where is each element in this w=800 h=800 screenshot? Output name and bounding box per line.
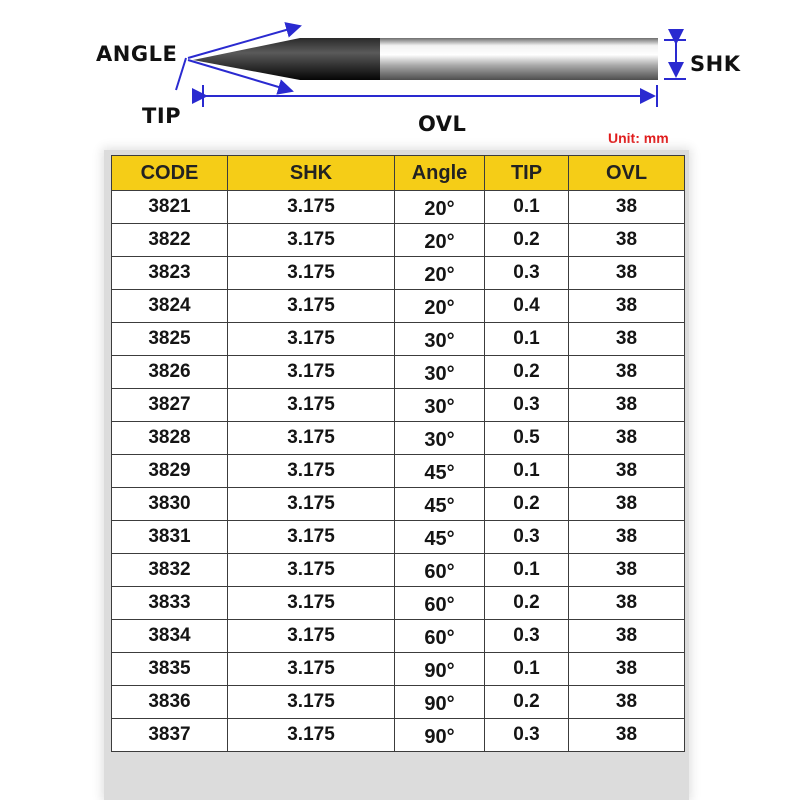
table-row <box>111 224 685 257</box>
cell-shk: 3.175 <box>228 719 395 752</box>
cell-shk: 3.175 <box>228 653 395 686</box>
cell-ovl: 38 <box>569 488 685 521</box>
cell-code: 3831 <box>111 521 228 554</box>
cell-tip: 0.1 <box>485 191 569 224</box>
cell-code: 3826 <box>111 356 228 389</box>
cell-ovl: 38 <box>569 521 685 554</box>
cell-tip: 0.2 <box>485 488 569 521</box>
cell-ovl: 38 <box>569 290 685 323</box>
cell-shk: 3.175 <box>228 686 395 719</box>
cell-tip: 0.2 <box>485 587 569 620</box>
cell-ovl: 38 <box>569 686 685 719</box>
cell-code: 3834 <box>111 620 228 653</box>
cell-code: 3828 <box>111 422 228 455</box>
tip-leader-line <box>176 58 186 90</box>
cell-shk: 3.175 <box>228 488 395 521</box>
cell-ovl: 38 <box>569 323 685 356</box>
table-row <box>111 554 685 587</box>
table-row <box>111 587 685 620</box>
cell-shk: 3.175 <box>228 455 395 488</box>
cell-angle: 60° <box>395 554 485 587</box>
cell-shk: 3.175 <box>228 257 395 290</box>
table-row <box>111 389 685 422</box>
cell-shk: 3.175 <box>228 290 395 323</box>
cell-code: 3837 <box>111 719 228 752</box>
table-row <box>111 323 685 356</box>
cell-ovl: 38 <box>569 620 685 653</box>
cell-shk: 3.175 <box>228 323 395 356</box>
table-row <box>111 686 685 719</box>
cell-ovl: 38 <box>569 554 685 587</box>
cell-code: 3822 <box>111 224 228 257</box>
cell-ovl: 38 <box>569 422 685 455</box>
table-row <box>111 521 685 554</box>
cell-angle: 60° <box>395 620 485 653</box>
cell-angle: 20° <box>395 224 485 257</box>
header-ovl: OVL <box>569 155 685 191</box>
cell-tip: 0.3 <box>485 257 569 290</box>
cell-tip: 0.3 <box>485 620 569 653</box>
cell-ovl: 38 <box>569 389 685 422</box>
table-row <box>111 653 685 686</box>
cell-ovl: 38 <box>569 653 685 686</box>
angle-label: ANGLE <box>96 42 178 66</box>
cell-tip: 0.1 <box>485 455 569 488</box>
cell-code: 3824 <box>111 290 228 323</box>
tip-label: TIP <box>142 104 182 128</box>
header-angle: Angle <box>395 155 485 191</box>
header-tip: TIP <box>485 155 569 191</box>
cell-code: 3829 <box>111 455 228 488</box>
cell-ovl: 38 <box>569 719 685 752</box>
cell-angle: 30° <box>395 389 485 422</box>
cell-shk: 3.175 <box>228 422 395 455</box>
cell-shk: 3.175 <box>228 521 395 554</box>
cell-angle: 20° <box>395 191 485 224</box>
cell-code: 3832 <box>111 554 228 587</box>
cell-angle: 45° <box>395 521 485 554</box>
table-body <box>111 191 685 752</box>
cell-tip: 0.3 <box>485 389 569 422</box>
table-row <box>111 422 685 455</box>
header-shk: SHK <box>228 155 395 191</box>
unit-note: Unit: mm <box>608 130 669 146</box>
table-row <box>111 719 685 752</box>
cell-tip: 0.1 <box>485 653 569 686</box>
header-code: CODE <box>111 155 228 191</box>
tool-diagram <box>0 0 800 145</box>
cell-angle: 30° <box>395 323 485 356</box>
cell-angle: 90° <box>395 719 485 752</box>
cell-angle: 20° <box>395 290 485 323</box>
cell-ovl: 38 <box>569 356 685 389</box>
cell-ovl: 38 <box>569 587 685 620</box>
table-row <box>111 257 685 290</box>
engraving-bit-drawing <box>0 0 800 145</box>
cell-code: 3830 <box>111 488 228 521</box>
cell-angle: 30° <box>395 422 485 455</box>
cell-tip: 0.4 <box>485 290 569 323</box>
cell-ovl: 38 <box>569 455 685 488</box>
cell-shk: 3.175 <box>228 191 395 224</box>
cell-angle: 45° <box>395 488 485 521</box>
cell-shk: 3.175 <box>228 587 395 620</box>
cell-shk: 3.175 <box>228 224 395 257</box>
cell-ovl: 38 <box>569 257 685 290</box>
table-header-row <box>111 155 685 191</box>
cell-ovl: 38 <box>569 224 685 257</box>
cell-shk: 3.175 <box>228 620 395 653</box>
table-row <box>111 488 685 521</box>
spec-table <box>111 155 685 752</box>
cell-shk: 3.175 <box>228 554 395 587</box>
cell-tip: 0.2 <box>485 356 569 389</box>
table-row <box>111 191 685 224</box>
table-row <box>111 455 685 488</box>
cell-code: 3835 <box>111 653 228 686</box>
table-row <box>111 620 685 653</box>
table-row <box>111 290 685 323</box>
cell-code: 3833 <box>111 587 228 620</box>
cell-tip: 0.1 <box>485 323 569 356</box>
cell-angle: 90° <box>395 653 485 686</box>
cell-tip: 0.1 <box>485 554 569 587</box>
cell-tip: 0.2 <box>485 224 569 257</box>
cell-tip: 0.3 <box>485 719 569 752</box>
cell-shk: 3.175 <box>228 356 395 389</box>
tool-shank <box>372 38 658 80</box>
cell-angle: 30° <box>395 356 485 389</box>
cell-tip: 0.2 <box>485 686 569 719</box>
table-row <box>111 356 685 389</box>
cell-shk: 3.175 <box>228 389 395 422</box>
cell-angle: 60° <box>395 587 485 620</box>
spec-table-panel <box>104 150 689 800</box>
cell-angle: 45° <box>395 455 485 488</box>
cell-angle: 90° <box>395 686 485 719</box>
cell-tip: 0.5 <box>485 422 569 455</box>
shk-label: SHK <box>690 52 741 76</box>
cell-ovl: 38 <box>569 191 685 224</box>
cell-code: 3823 <box>111 257 228 290</box>
tool-tip-section <box>193 38 380 80</box>
cell-code: 3825 <box>111 323 228 356</box>
ovl-label: OVL <box>418 112 467 136</box>
cell-code: 3836 <box>111 686 228 719</box>
cell-tip: 0.3 <box>485 521 569 554</box>
cell-code: 3821 <box>111 191 228 224</box>
cell-code: 3827 <box>111 389 228 422</box>
cell-angle: 20° <box>395 257 485 290</box>
